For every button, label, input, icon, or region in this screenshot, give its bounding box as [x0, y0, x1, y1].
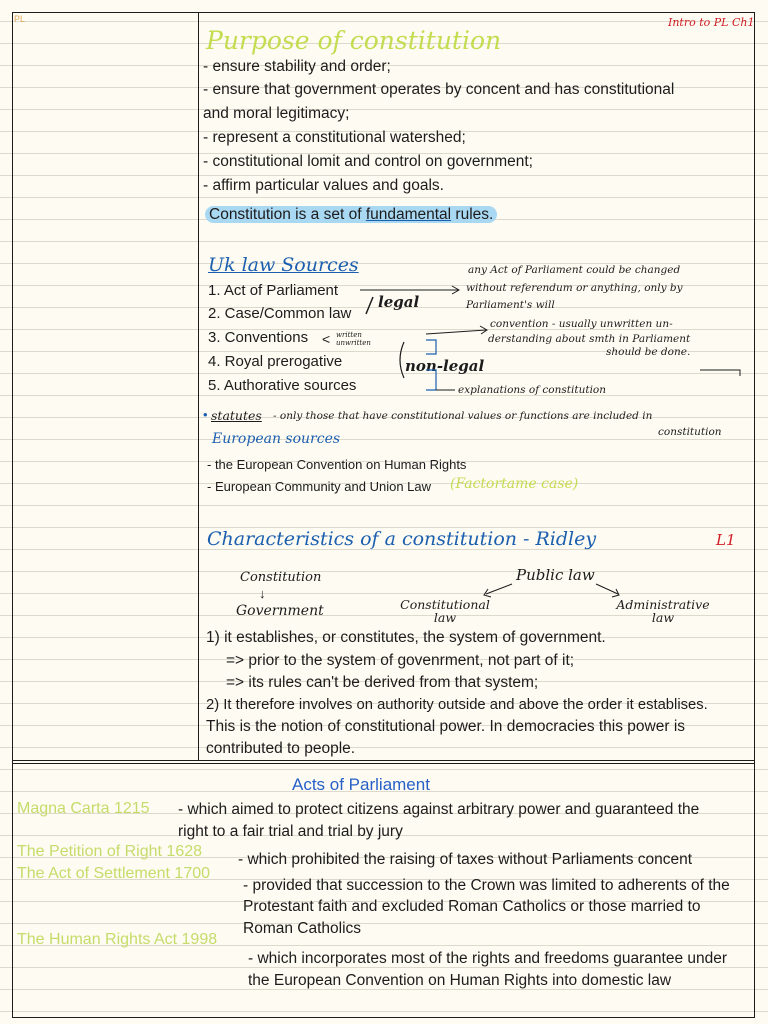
- act-description: - which incorporates most of the rights and freedoms guarantee under: [248, 950, 728, 967]
- act-title-act-of-settlement: The Act of Settlement 1700: [17, 865, 211, 882]
- purpose-item: - affirm particular values and goals.: [203, 177, 444, 194]
- reference-note: Intro to PL Ch1: [668, 16, 755, 29]
- diagram-arrow-down: ↓: [259, 586, 266, 601]
- act-note-line: Parliament's will: [466, 299, 555, 311]
- definition-underlined: fundamental: [365, 206, 452, 223]
- act-description: Protestant faith and excluded Roman Catholics or those married to: [243, 898, 701, 915]
- uk-source-item: 5. Authorative sources: [208, 377, 357, 394]
- act-description: - which prohibited the raising of taxes without Parliaments concent: [238, 851, 693, 868]
- characteristics-line: => prior to the system of govenrment, not part of it;: [226, 652, 575, 669]
- convention-note-line: convention - usually unwritten un-: [490, 318, 673, 330]
- purpose-item: - represent a constitutional watershed;: [203, 129, 466, 146]
- characteristics-line: 1) it establishes, or constitutes, the system of government.: [206, 629, 606, 646]
- summary-divider-2: [12, 763, 755, 764]
- act-description: the European Convention on Human Rights into domestic law: [248, 972, 672, 989]
- statutes-note: - only those that have constitutional values or functions are included in: [273, 410, 653, 422]
- corner-mark: PL: [14, 14, 26, 24]
- conventions-split-arrow: <: [322, 331, 331, 347]
- statutes-label: statutes: [211, 408, 262, 423]
- act-note-line: without referendum or anything, only by: [466, 282, 683, 294]
- european-heading: European sources: [212, 431, 341, 447]
- diagram-public-law: Public law: [516, 566, 595, 584]
- act-title-magna-carta: Magna Carta 1215: [17, 800, 150, 817]
- uk-source-item: 2. Case/Common law: [208, 305, 352, 322]
- uk-source-item: 3. Conventions: [208, 329, 309, 346]
- characteristics-line: This is the notion of constitutional power. In democracies this power is: [206, 718, 686, 735]
- purpose-item: - constitutional lomit and control on government;: [203, 153, 533, 170]
- uk-source-item: 1. Act of Parliament: [208, 282, 339, 299]
- act-note-line: any Act of Parliament could be changed: [468, 264, 681, 276]
- legal-label: legal: [378, 293, 420, 311]
- authorative-note: explanations of constitution: [458, 384, 607, 396]
- factortame-note: (Factortame case): [450, 476, 579, 492]
- convention-note-line: derstanding about smth in Parliament: [488, 333, 691, 345]
- act-description: - provided that succession to the Crown was limited to adherents of the: [243, 877, 730, 894]
- statutes-note-end: constitution: [658, 426, 722, 438]
- summary-divider-1: [12, 760, 755, 761]
- purpose-item: - ensure that government operates by concent and has constitutional: [203, 81, 675, 98]
- definition-prefix: Constitution is a set of: [209, 206, 366, 223]
- act-title-human-rights-act: The Human Rights Act 1998: [17, 931, 218, 948]
- conventions-note: written unwritten: [336, 331, 371, 347]
- act-description: Roman Catholics: [243, 920, 362, 937]
- european-item: - European Community and Union Law: [207, 479, 432, 494]
- statutes-bullet: •: [203, 407, 208, 422]
- characteristics-line: contributed to people.: [206, 740, 356, 757]
- european-item: - the European Convention on Human Rights: [207, 457, 467, 472]
- act-description: - which aimed to protect citizens against arbitrary power and guaranteed the: [178, 801, 700, 818]
- act-description: right to a fair trial and trial by jury: [178, 823, 403, 840]
- purpose-item: - ensure stability and order;: [203, 58, 391, 75]
- purpose-item: and moral legitimacy;: [203, 105, 350, 122]
- characteristics-line: 2) It therefore involves on authority outside and above the order it establises.: [206, 697, 708, 713]
- lecture-tag: L1: [716, 531, 736, 549]
- uk-source-item: 4. Royal prerogative: [208, 353, 343, 370]
- acts-title: Acts of Parliament: [292, 775, 430, 794]
- act-title-petition-of-right: The Petition of Right 1628: [17, 843, 203, 860]
- uk-sources-heading: Uk law Sources: [208, 254, 359, 276]
- diagram-constitutional-law: Constitutional law: [400, 597, 490, 625]
- definition-suffix: rules.: [451, 206, 494, 223]
- characteristics-line: => its rules can't be derived from that system;: [226, 674, 539, 691]
- purpose-heading: Purpose of constitution: [206, 26, 502, 55]
- bottom-border: [12, 1017, 755, 1018]
- diagram-government: Government: [236, 603, 324, 619]
- diagram-administrative-law: Administrative law: [616, 597, 710, 625]
- diagram-constitution: Constitution: [240, 570, 322, 585]
- non-legal-label: non-legal: [405, 357, 485, 375]
- characteristics-heading: Characteristics of a constitution - Ridley: [207, 528, 597, 550]
- convention-note-line: should be done.: [606, 346, 691, 358]
